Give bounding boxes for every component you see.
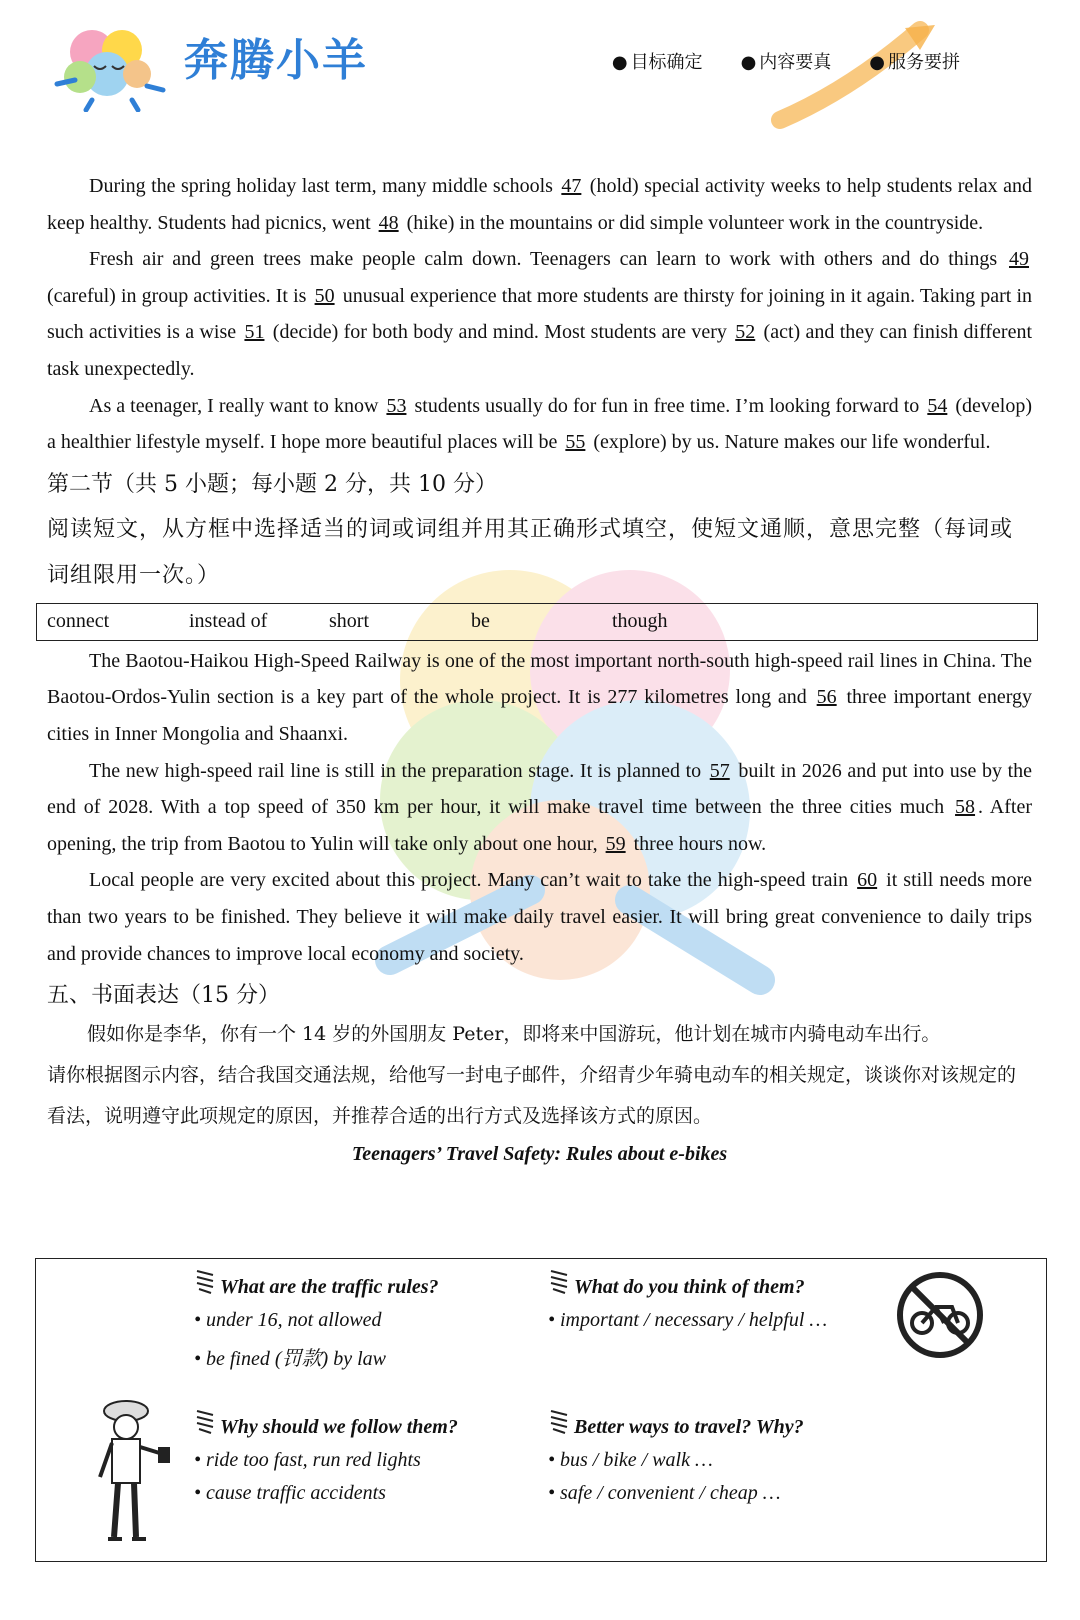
blank-52[interactable]: 52: [735, 321, 756, 344]
blank-48[interactable]: 48: [378, 211, 399, 234]
blank-53[interactable]: 53: [386, 394, 407, 417]
traffic-police-icon: [96, 1397, 176, 1547]
figure-title: Teenagers’ Travel Safety: Rules about e-bikes: [351, 1143, 728, 1166]
brand-logo: [52, 22, 172, 112]
blank-54[interactable]: 54: [927, 394, 948, 417]
question-block: What do you think of them? • important / necessary / helpful …: [548, 1267, 827, 1332]
ebike-rules-figure: [35, 1258, 1047, 1562]
header-tags: [612, 48, 960, 74]
blank-49[interactable]: 49: [1009, 248, 1029, 271]
blank-57[interactable]: 57: [709, 759, 730, 782]
word-box: [36, 603, 1038, 641]
passage-paragraph: The new high-speed rail line is still in the preparation stage. It is planned to 57 built in 2026 and put into use by the end of 2028. With a top speed of 350 km per hour, it will make travel time between the three cities much 58 . After opening, the trip from Baotou to Yulin will take only about one hour, 59 three hours now.: [47, 759, 1032, 855]
question-block: Better ways to travel? Why? • bus / bike / walk … • safe / convenient / cheap …: [548, 1407, 804, 1505]
writing-prompt: 请你根据图示内容，结合我国交通法规，给他写一封电子邮件，介绍青少年骑电动车的相关规定，谈谈你对该规定的看法，说明遵守此项规定的原因，并推荐合适的出行方式及选择该方式的原因。: [47, 1064, 1017, 1128]
blank-59[interactable]: 59: [605, 832, 626, 855]
word-option: be: [471, 609, 490, 632]
passage-paragraph: As a teenager, I really want to know 53 students usually do for fun in free time. I’m looking forward to 54 (develop) a healthier lifestyle myself. I hope more beautiful places will be 55 (explore) by us. Nature makes our life wonderful.: [47, 394, 1033, 454]
blank-50[interactable]: 50: [314, 284, 335, 307]
header-tag: ● 内容要真: [741, 48, 832, 74]
blank-55[interactable]: 55: [565, 431, 586, 454]
sheep-icon: [194, 1407, 216, 1435]
passage-paragraph: Local people are very excited about this project. Many can’t wait to take the high-speed train 60 it still needs more than two years to be finished. They believe it will make daily travel easier. It will bring great convenience to daily trips and provide chances to improve local economy and society.: [47, 869, 1032, 965]
blank-47[interactable]: 47: [561, 175, 582, 197]
header-tag: ● 目标确定: [612, 48, 703, 74]
word-option: connect: [47, 609, 110, 632]
brand-name: 奔腾小羊: [184, 35, 368, 86]
sheep-icon: [194, 1267, 216, 1295]
passage-paragraph: The Baotou-Haikou High-Speed Railway is one of the most important north-south high-speed rail lines in China. The Baotou-Ordos-Yulin section is a key part of the whole project. It is 277 kilometres long and 56 three important energy cities in Inner Mongolia and Shaanxi.: [47, 649, 1032, 745]
blank-58[interactable]: 58: [955, 796, 976, 819]
section-instruction: 阅读短文，从方框中选择适当的词或词组并用其正确形式填空，使短文通顺，意思完整（每词或词组限用一次。）: [47, 516, 1014, 588]
question-block: Why should we follow them? • ride too fast, run red lights • cause traffic accidents: [194, 1407, 458, 1505]
page-header: [0, 0, 1080, 130]
blank-51[interactable]: 51: [244, 321, 265, 344]
section-heading: 第二节（共 5 小题；每小题 2 分，共 10 分）: [47, 471, 497, 497]
no-ebike-sign-icon: [896, 1271, 984, 1359]
decorative-swoosh: [770, 20, 940, 130]
sheep-icon: [548, 1267, 570, 1295]
page-content: [47, 168, 1032, 1176]
sheep-icon: [548, 1407, 570, 1435]
writing-heading: 五、书面表达（15 分）: [47, 983, 280, 1009]
writing-prompt: 假如你是李华，你有一个 14 岁的外国朋友 Peter，即将来中国游玩，他计划在城市内骑电动车出行。: [87, 1023, 941, 1046]
header-tag: ● 服务要拼: [869, 48, 960, 74]
blank-56[interactable]: 56: [816, 686, 837, 709]
word-option: instead of: [189, 609, 268, 632]
blank-60[interactable]: 60: [857, 869, 878, 892]
word-option: short: [329, 609, 369, 632]
question-block: What are the traffic rules? • under 16, not allowed • be fined (罚款) by law: [194, 1267, 439, 1371]
word-option: though: [612, 609, 668, 632]
passage-paragraph: Fresh air and green trees make people calm down. Teenagers can learn to work with others and do things 49 (careful) in group activities. It is 50 unusual experience that more students are thirsty for joining in it again. Taking part in such activities is a wise 51 (decide) for both body and mind. Most students are very 52 (act) and they can finish different task unexpectedly.: [47, 248, 1033, 380]
passage-paragraph: During the spring holiday last term, many middle schools 47 (hold) special activity weeks to help students relax and keep healthy. Students had picnics, went 48 (hike) in the mountains or did simple volunteer work in the countryside.: [47, 175, 1032, 234]
